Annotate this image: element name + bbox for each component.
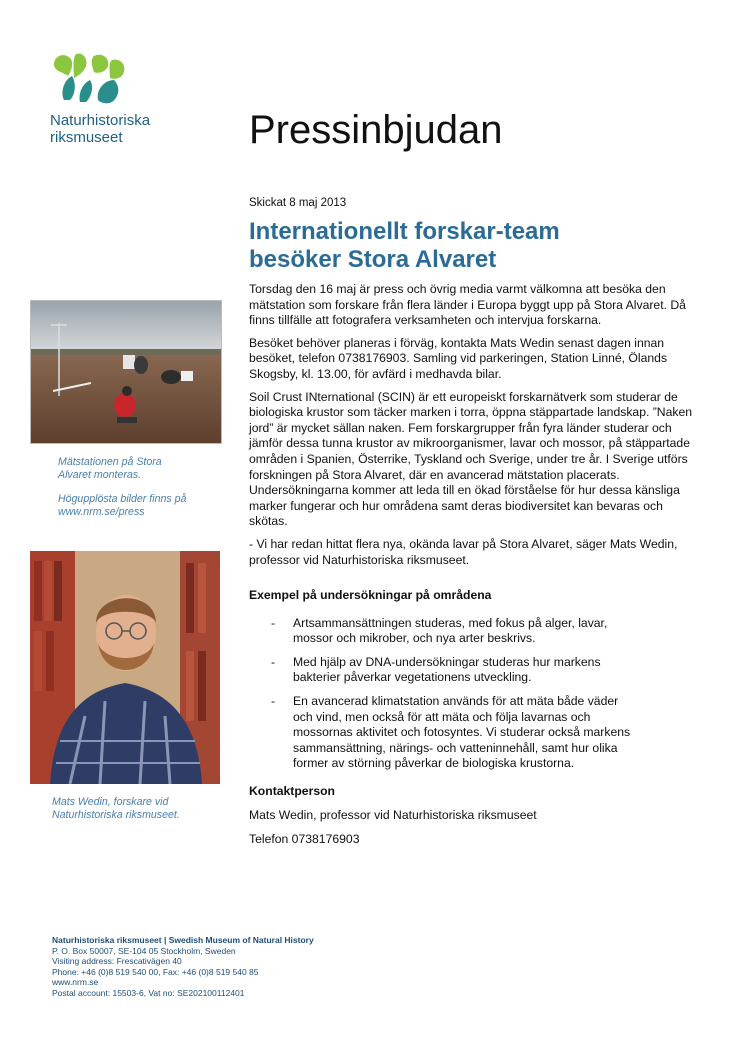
- examples-list: [249, 616, 694, 772]
- examples-heading: Exempel på undersökningar på områdena: [249, 588, 492, 603]
- field-station-photo: [30, 300, 222, 444]
- headline: [249, 218, 689, 274]
- sent-date: Skickat 8 maj 2013: [249, 197, 347, 209]
- footer-postal-account: Postal account: 15503-6, Vat no: SE202100112401: [52, 987, 245, 998]
- portrait-caption: [52, 796, 180, 821]
- bullet-dash: -: [271, 654, 276, 669]
- bullet-dash: -: [271, 694, 276, 709]
- caption-line: Mätstationen på Stora: [58, 456, 162, 468]
- contact-heading: Kontaktperson: [249, 784, 335, 799]
- list-item: [249, 694, 641, 772]
- list-item: [249, 616, 641, 647]
- list-item-text: En avancerad klimatstation används för att mäta både väder och vind, men också för att mäta och följa lavarnas och mossornas aktivitet och fotosyntes. Vi studerar också markens sammansättning, närings- och vatteninnehåll, samt hur olika former av störning påverkar de biologiska krustorna.: [293, 694, 631, 771]
- museum-name: [50, 112, 150, 146]
- footer-phone: Phone: +46 (0)8 519 540 00, Fax: +46 (0)8 519 540 85: [52, 966, 259, 977]
- press-body: [249, 282, 694, 857]
- footer-contact-block: [52, 935, 314, 998]
- document-type-title: Pressinbjudan: [249, 108, 503, 152]
- footer-visiting-address: Visiting address: Frescativägen 40: [52, 956, 182, 966]
- museum-name-line1: Naturhistoriska: [50, 112, 151, 129]
- press-url-link[interactable]: www.nrm.se/press: [58, 505, 145, 518]
- footer-museum-name: Naturhistoriska riksmuseet | Swedish Museum of Natural History: [52, 935, 314, 945]
- contact-phone: Telefon 0738176903: [249, 832, 360, 847]
- footer-website-link[interactable]: www.nrm.se: [52, 977, 99, 987]
- paragraph-intro: Torsdag den 16 maj är press och övrig media varmt välkomna att besöka den mätstation som forskare från flera länder i Europa byggt upp på Stora Alvaret. Då finns tillfälle att fotografera verksamheten och intervjua forskarna.: [249, 282, 686, 328]
- caption-line: Högupplösta bilder finns på: [58, 493, 187, 505]
- list-item-text: Med hjälp av DNA-undersökningar studeras hur markens bakterier påverkar vegetationens utveckling.: [293, 654, 601, 685]
- list-item: [249, 655, 641, 686]
- museum-name-line2: riksmuseet: [50, 129, 123, 146]
- headline-line2: besöker Stora Alvaret: [249, 246, 497, 273]
- paragraph-scin: Soil Crust INternational (SCIN) är ett europeiskt forskarnätverk som studerar de biologiska krustor som täcker marken i torra, öppna stäppartade landskap. ”Naken jord” är mycket sällan naken. Fem forskargrupper från fyra länder studerar och jämför dessa tunna krustor av mikroorganismer, lavar och mossor, på stäppartade områden i Spanien, Österrike, Tyskland och Sverige, under tre år. I Sverige utförs forskningen på Stora Alvaret, där en avancerad mätstation placerats. Undersökningarna kommer att leda till en ökad förståelse för hur dessa känsliga marker fungerar och hur områdena samt deras biodiversitet kan bevaras och skötas.: [249, 389, 693, 529]
- headline-line1: Internationellt forskar-team: [249, 218, 560, 245]
- paragraph-booking: Besöket behöver planeras i förväg, kontakta Mats Wedin senast dagen innan besöket, telefon 0738176903. Samling vid parkeringen, Station Linné, Ölands Skogsby, kl. 13.00, för avfärd i medhavda bilar.: [249, 335, 668, 381]
- footer-postal-address: P. O. Box 50007, SE-104 05 Stockholm, Sweden: [52, 945, 236, 956]
- logo-mark-icon: [50, 50, 130, 106]
- caption-line: Naturhistoriska riksmuseet.: [52, 808, 180, 821]
- bullet-dash: -: [271, 615, 276, 630]
- hires-images-caption: [58, 493, 186, 518]
- caption-line: Alvaret monteras.: [58, 468, 142, 481]
- caption-line: Mats Wedin, forskare vid: [52, 796, 169, 808]
- list-item-text: Artsammansättningen studeras, med fokus på alger, lavar, mossor och mikrober, och nya arter beskrivs.: [293, 615, 608, 646]
- photo1-caption: [58, 456, 162, 481]
- portrait-photo: [30, 551, 220, 784]
- contact-name: Mats Wedin, professor vid Naturhistoriska riksmuseet: [249, 807, 537, 822]
- museum-logo: [50, 50, 180, 106]
- paragraph-quote: - Vi har redan hittat flera nya, okända lavar på Stora Alvaret, säger Mats Wedin, professor vid Naturhistoriska riksmuseet.: [249, 536, 678, 567]
